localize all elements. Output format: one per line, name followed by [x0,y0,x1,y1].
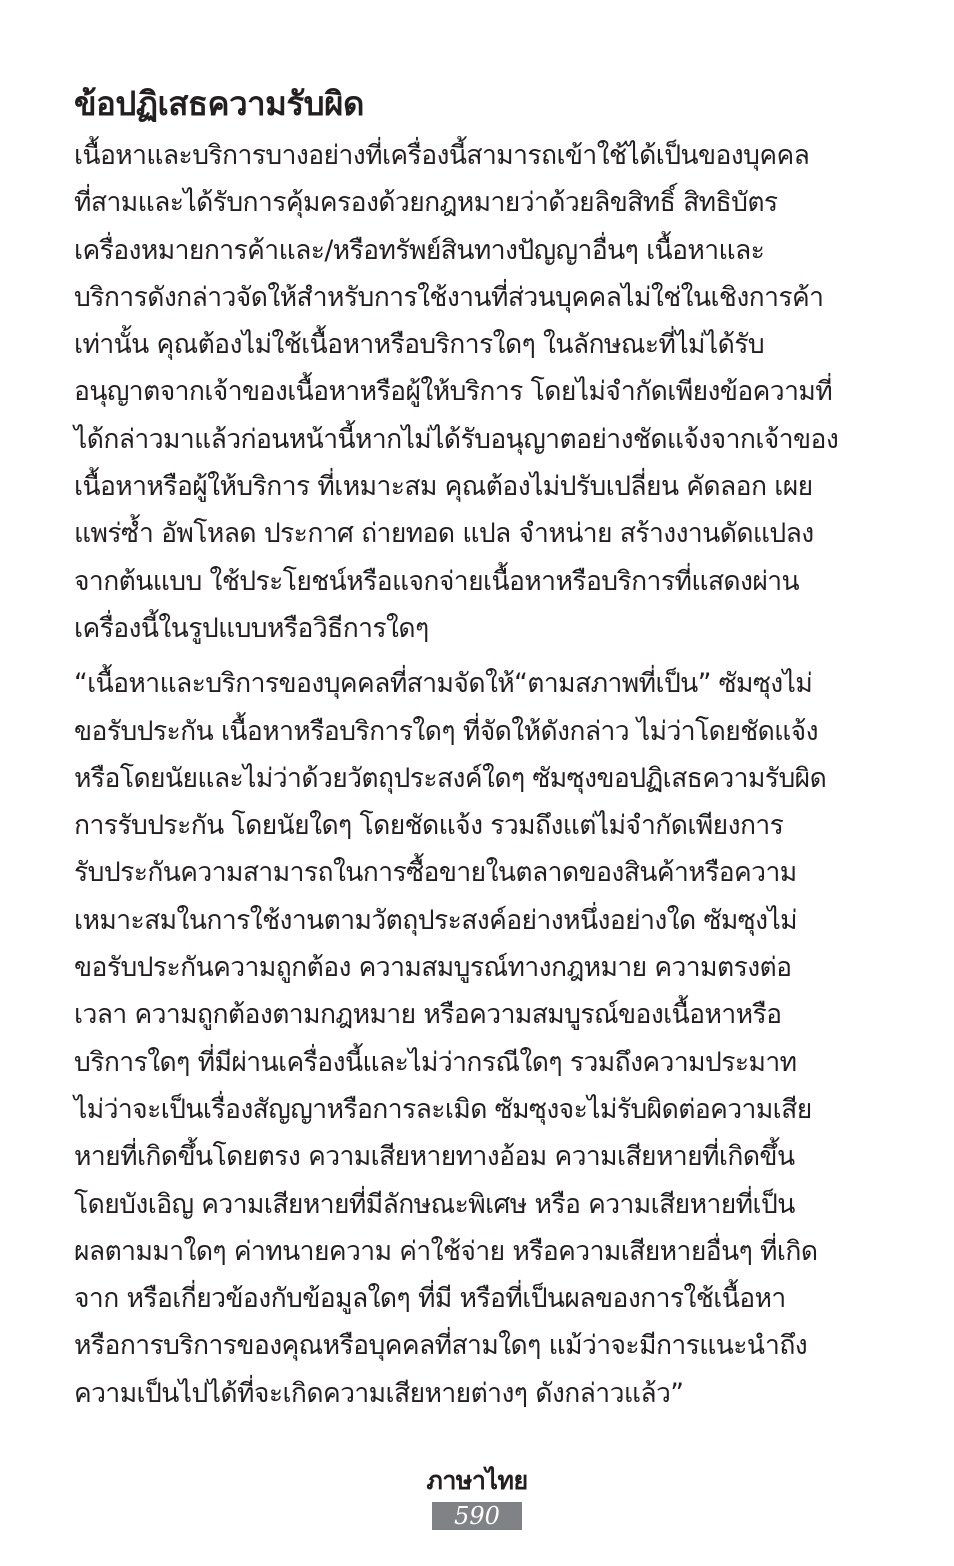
page-footer [0,1462,954,1530]
document-body [74,78,886,1425]
text-line: จากต้นแบบ ใช้ประโยชน์หรือแจกจ่ายเนื้อหาหรือบริการที่แสดงผ่าน [74,565,800,597]
footer-language-label: ภาษาไทย [426,1466,528,1495]
text-line: “เนื้อหาและบริการของบุคคลที่สามจัดให้“ตามสภาพที่เป็น” ซัมซุงไม่ [74,668,813,700]
text-line: บริการดังกล่าวจัดให้สำหรับการใช้งานที่ส่วนบุคคลไม่ใช่ในเชิงการค้า [74,281,824,313]
text-line: เนื้อหาหรือผู้ให้บริการ ที่เหมาะสม คุณต้องไม่ปรับเปลี่ยน คัดลอก เผย [74,471,813,503]
text-line: ได้กล่าวมาแล้วก่อนหน้านี้หากไม่ได้รับอนุญาตอย่างชัดแจ้งจากเจ้าของ [74,423,839,455]
text-line: หรือโดยนัยและไม่ว่าด้วยวัตถุประสงค์ใดๆ ซัมซุงขอปฏิเสธความรับผิด [74,762,827,794]
paragraph-content-ownership [74,132,886,652]
text-line: เหมาะสมในการใช้งานตามวัตถุประสงค์อย่างหนึ่งอย่างใด ซัมซุงไม่ [74,904,798,936]
text-line: แพร่ซ้ำ อัพโหลด ประกาศ ถ่ายทอด แปล จำหน่าย สร้างงานดัดแปลง [74,518,814,550]
text-line: ขอรับประกันความถูกต้อง ความสมบูรณ์ทางกฎหมาย ความตรงต่อ [74,952,792,984]
text-line: อนุญาตจากเจ้าของเนื้อหาหรือผู้ให้บริการ โดยไม่จำกัดเพียงข้อความที่ [74,376,833,408]
text-line: เท่านั้น คุณต้องไม่ใช้เนื้อหาหรือบริการใดๆ ในลักษณะที่ไม่ได้รับ [74,329,765,361]
text-line: ขอรับประกัน เนื้อหาหรือบริการใดๆ ที่จัดให้ดังกล่าว ไม่ว่าโดยชัดแจ้ง [74,715,818,747]
text-line: ผลตามมาใดๆ ค่าทนายความ ค่าใช้จ่าย หรือความเสียหายอื่นๆ ที่เกิด [74,1235,818,1267]
page-number-badge: 590 [432,1502,522,1530]
text-line: หายที่เกิดขึ้นโดยตรง ความเสียหายทางอ้อม ความเสียหายที่เกิดขึ้น [74,1141,795,1173]
text-line: ไม่ว่าจะเป็นเรื่องสัญญาหรือการละเมิด ซัมซุงจะไม่รับผิดต่อความเสีย [74,1093,812,1125]
text-line: หรือการบริการของคุณหรือบุคคลที่สามใดๆ แม้ว่าจะมีการแนะนำถึง [74,1330,808,1362]
text-line: รับประกันความสามารถในการซื้อขายในตลาดของสินค้าหรือความ [74,857,797,889]
text-line: การรับประกัน โดยนัยใดๆ โดยชัดแจ้ง รวมถึงแต่ไม่จำกัดเพียงการ [74,810,784,842]
text-line: ความเป็นไปได้ที่จะเกิดความเสียหายต่างๆ ดังกล่าวแล้ว” [74,1377,684,1409]
text-line: โดยบังเอิญ ความเสียหายที่มีลักษณะพิเศษ หรือ ความเสียหายที่เป็น [74,1188,795,1220]
paragraph-warranty-disclaimer [74,660,886,1417]
text-line: เนื้อหาและบริการบางอย่างที่เครื่องนี้สามารถเข้าใช้ได้เป็นของบุคคล [74,140,810,171]
text-line: จาก หรือเกี่ยวข้องกับข้อมูลใดๆ ที่มี หรือที่เป็นผลของการใช้เนื้อหา [74,1283,786,1315]
text-line: เวลา ความถูกต้องตามกฎหมาย หรือความสมบูรณ์ของเนื้อหาหรือ [74,999,782,1031]
text-line: บริการใดๆ ที่มีผ่านเครื่องนี้และไม่ว่ากรณีใดๆ รวมถึงความประมาท [74,1046,797,1078]
text-line: เครื่องนี้ในรูปแบบหรือวิธีการใดๆ [74,612,429,644]
text-line: ที่สามและได้รับการคุ้มครองด้วยกฎหมายว่าด้วยลิขสิทธิ์ สิทธิบัตร [74,187,778,219]
page-title: ข้อปฏิเสธความรับผิด [74,84,364,123]
text-line: เครื่องหมายการค้าและ/หรือทรัพย์สินทางปัญญาอื่นๆ เนื้อหาและ [74,234,765,266]
